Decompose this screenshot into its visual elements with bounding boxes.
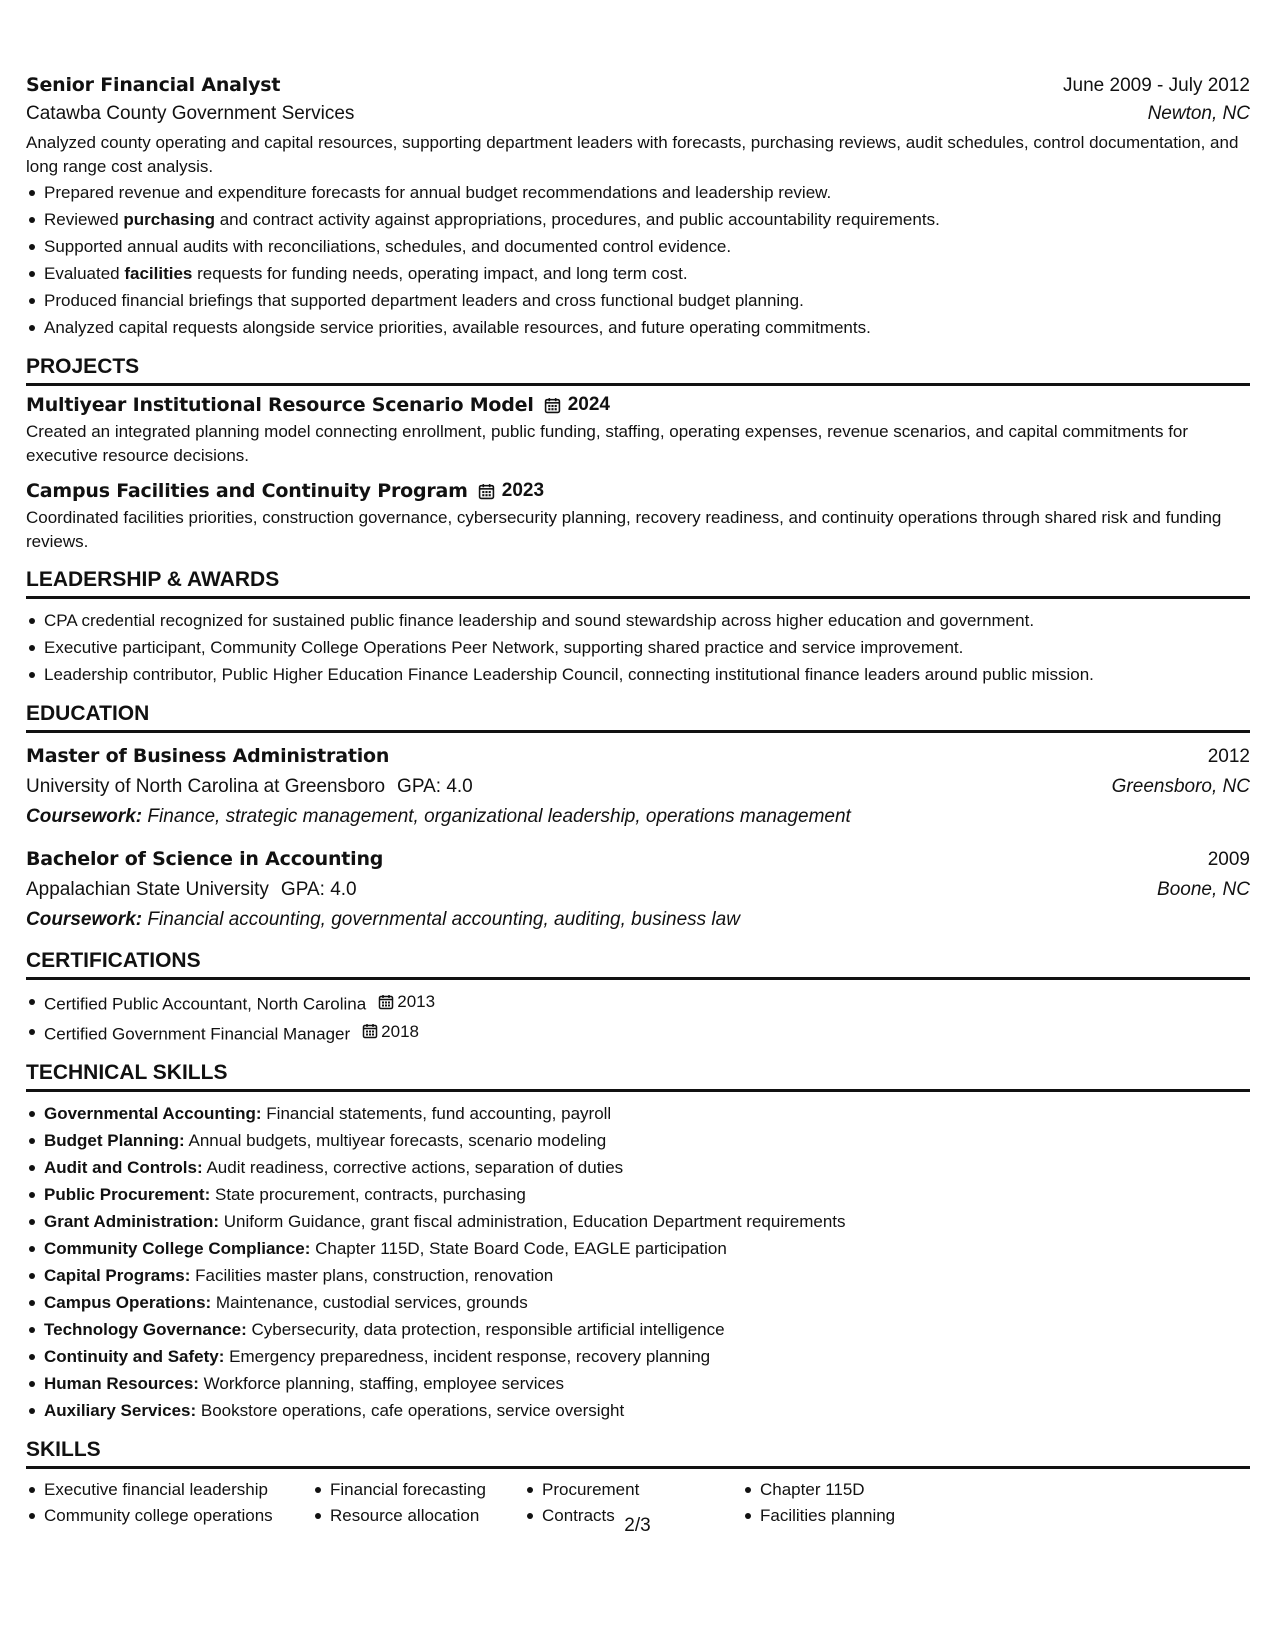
edu-header-row <box>26 741 1250 772</box>
edu-coursework <box>26 905 1250 935</box>
skill-label: Public Procurement: <box>44 1185 211 1204</box>
skill-label: Capital Programs: <box>44 1266 191 1285</box>
skill-label: Governmental Accounting: <box>44 1104 262 1123</box>
cert-year: 2018 <box>381 1021 419 1041</box>
skill-text: Cybersecurity, data protection, responsible artificial intelligence <box>246 1320 725 1339</box>
skill-label: Audit and Controls: <box>44 1158 203 1177</box>
cert-name: Certified Government Financial Manager <box>44 1024 351 1043</box>
skill-text: Workforce planning, staffing, employee services <box>198 1374 564 1393</box>
skill-label: Continuity and Safety: <box>44 1347 225 1366</box>
bullet-bold: facilities <box>124 264 193 283</box>
bullet-text: Reviewed <box>44 210 124 229</box>
edu-sub-row <box>26 875 1250 905</box>
list-item <box>26 988 1250 1018</box>
skill-label: Human Resources: <box>44 1374 199 1393</box>
bullet-text: Produced financial briefings that supported department leaders and cross functional budget planning. <box>44 291 804 310</box>
skill-text: Bookstore operations, cafe operations, service oversight <box>196 1401 625 1420</box>
list-item: CPA credential recognized for sustained public finance leadership and sound stewardship across higher education and government. <box>26 607 1250 634</box>
list-item <box>26 1127 1250 1154</box>
project-date <box>478 480 544 502</box>
education-item <box>26 741 1250 832</box>
skill-label: Community College Compliance: <box>44 1239 311 1258</box>
list-item <box>26 287 1250 314</box>
project-title-row <box>26 394 1250 416</box>
calendar-icon <box>378 994 394 1010</box>
skill-text: State procurement, contracts, purchasing <box>210 1185 526 1204</box>
coursework-label: Coursework: <box>26 806 143 827</box>
list-item: Executive financial leadership <box>26 1477 312 1503</box>
edu-degree: Master of Business Administration <box>26 745 390 767</box>
job-sub-row <box>26 103 1250 125</box>
list-item: Facilities planning <box>742 1503 982 1529</box>
edu-sub-row <box>26 772 1250 802</box>
skill-label: Technology Governance: <box>44 1320 247 1339</box>
job-location: Newton, NC <box>1147 103 1250 124</box>
section-heading-certifications: CERTIFICATIONS <box>26 949 1250 980</box>
education-item <box>26 844 1250 935</box>
list-item <box>26 1018 1250 1048</box>
cert-date <box>378 988 435 1015</box>
list-item: Resource allocation <box>312 1503 524 1529</box>
skill-text: Emergency preparedness, incident response, recovery planning <box>224 1347 711 1366</box>
bullet-bold: purchasing <box>123 210 215 229</box>
resume-page <box>26 74 1250 1529</box>
technical-skills-list <box>26 1100 1250 1424</box>
calendar-icon <box>544 397 561 414</box>
coursework-text: Finance, strategic management, organizational leadership, operations management <box>142 806 851 827</box>
edu-gpa: GPA: 4.0 <box>280 879 357 900</box>
list-item: Community college operations <box>26 1503 312 1529</box>
section-heading-education: EDUCATION <box>26 702 1250 733</box>
edu-degree: Bachelor of Science in Accounting <box>26 848 384 870</box>
edu-location: Boone, NC <box>1157 879 1250 900</box>
project-date <box>544 394 610 416</box>
bullet-text: Analyzed capital requests alongside service priorities, available resources, and future operating commitments. <box>44 318 871 337</box>
edu-year: 2012 <box>1207 746 1250 767</box>
awards-list <box>26 607 1250 688</box>
skill-label: Grant Administration: <box>44 1212 220 1231</box>
list-item: Leadership contributor, Public Higher Education Finance Leadership Council, connecting institutional finance leaders around public mission. <box>26 661 1250 688</box>
edu-year: 2009 <box>1207 849 1250 870</box>
list-item: Contracts <box>524 1503 742 1529</box>
edu-header-row <box>26 844 1250 875</box>
list-item <box>26 179 1250 206</box>
job-summary: Analyzed county operating and capital resources, supporting department leaders with forecasts, purchasing reviews, audit schedules, control documentation, and long range cost analysis. <box>26 133 1239 176</box>
list-item <box>26 1235 1250 1262</box>
edu-location: Greensboro, NC <box>1111 776 1250 797</box>
list-item <box>26 1154 1250 1181</box>
calendar-icon <box>362 1023 378 1039</box>
list-item <box>26 314 1250 341</box>
cert-date <box>362 1018 419 1045</box>
cert-year: 2013 <box>397 992 436 1011</box>
list-item: Chapter 115D <box>742 1477 982 1503</box>
section-heading-projects: PROJECTS <box>26 355 1250 386</box>
project-year: 2023 <box>501 480 545 501</box>
skill-text: Chapter 115D, State Board Code, EAGLE participation <box>310 1239 727 1258</box>
skill-label: Auxiliary Services: <box>44 1401 197 1420</box>
project-title: Campus Facilities and Continuity Program <box>26 480 468 502</box>
edu-school: University of North Carolina at Greensboro <box>26 776 386 797</box>
list-item <box>26 1100 1250 1127</box>
job-entry <box>26 74 1250 341</box>
list-item <box>26 260 1250 287</box>
edu-school-wrap <box>26 875 357 905</box>
job-bullets <box>26 179 1250 341</box>
edu-gpa: GPA: 4.0 <box>397 776 473 797</box>
list-item: Executive participant, Community College Operations Peer Network, supporting shared practice and service improvement. <box>26 634 1250 661</box>
project-year: 2024 <box>567 394 610 415</box>
bullet-text: and contract activity against appropriations, procedures, and public accountability requirements. <box>215 210 940 229</box>
skill-text: Facilities master plans, construction, renovation <box>190 1266 554 1285</box>
section-heading-technical-skills: TECHNICAL SKILLS <box>26 1061 1250 1092</box>
bullet-text: Supported annual audits with reconciliations, schedules, and documented control evidence. <box>44 237 732 256</box>
list-item <box>26 1370 1250 1397</box>
list-item <box>26 1289 1250 1316</box>
list-item <box>26 233 1250 260</box>
edu-coursework <box>26 802 1250 832</box>
cert-name: Certified Public Accountant, North Carolina <box>44 994 367 1014</box>
skill-label: Campus Operations: <box>44 1293 212 1312</box>
edu-school-wrap <box>26 772 473 802</box>
project-desc: Created an integrated planning model connecting enrollment, public funding, staffing, operating expenses, revenue scenarios, and capital commitments for executive resource decisions. <box>26 422 1189 465</box>
job-title: Senior Financial Analyst <box>26 74 281 96</box>
skill-text: Maintenance, custodial services, grounds <box>211 1293 528 1312</box>
list-item: Procurement <box>524 1477 742 1503</box>
section-heading-awards: LEADERSHIP & AWARDS <box>26 568 1250 599</box>
calendar-icon <box>478 483 495 500</box>
project-desc: Coordinated facilities priorities, construction governance, cybersecurity planning, recovery readiness, and continuity operations through shared risk and funding reviews. <box>26 508 1222 551</box>
bullet-text: Prepared revenue and expenditure forecasts for annual budget recommendations and leadership review. <box>44 183 832 202</box>
project-title: Multiyear Institutional Resource Scenario Model <box>26 394 534 416</box>
list-item <box>26 1208 1250 1235</box>
job-header-row <box>26 74 1250 97</box>
project-item <box>26 480 1250 554</box>
page-number: 2/3 <box>624 1515 651 1536</box>
list-item <box>26 1397 1250 1424</box>
project-item <box>26 394 1250 468</box>
list-item: Financial forecasting <box>312 1477 524 1503</box>
list-item <box>26 1262 1250 1289</box>
job-dates: June 2009 - July 2012 <box>1063 75 1250 96</box>
coursework-text: Financial accounting, governmental accounting, auditing, business law <box>142 909 740 930</box>
skill-text: Uniform Guidance, grant fiscal administration, Education Department requirements <box>219 1212 846 1231</box>
list-item <box>26 206 1250 233</box>
project-title-row <box>26 480 1250 502</box>
certifications-list <box>26 988 1250 1047</box>
skill-text: Financial statements, fund accounting, payroll <box>261 1104 612 1123</box>
skill-text: Audit readiness, corrective actions, separation of duties <box>202 1158 624 1177</box>
list-item <box>26 1181 1250 1208</box>
skill-label: Budget Planning: <box>44 1131 185 1150</box>
bullet-text: requests for funding needs, operating impact, and long term cost. <box>192 264 688 283</box>
coursework-label: Coursework: <box>26 909 143 930</box>
list-item <box>26 1343 1250 1370</box>
section-heading-skills: SKILLS <box>26 1438 1250 1469</box>
bullet-text: Evaluated <box>44 264 125 283</box>
list-item <box>26 1316 1250 1343</box>
job-employer: Catawba County Government Services <box>26 103 355 124</box>
edu-school: Appalachian State University <box>26 879 269 900</box>
skill-text: Annual budgets, multiyear forecasts, scenario modeling <box>184 1131 607 1150</box>
